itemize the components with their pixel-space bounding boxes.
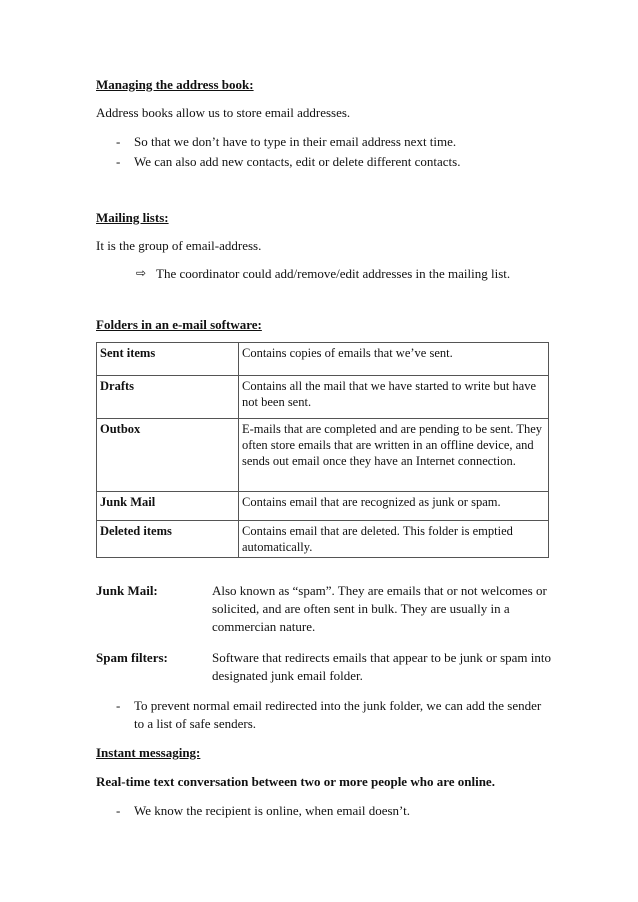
table-row [97, 376, 549, 419]
dash-bullet: - [116, 134, 121, 149]
instant-messaging-bullets [96, 802, 551, 820]
definition-spam-filters [96, 649, 551, 685]
bullet-text: So that we don’t have to type in their email address next time. [134, 134, 457, 149]
mailing-list-arrow-item [96, 265, 551, 283]
folder-description: Contains email that are deleted. This folder is emptied automatically. [239, 521, 549, 558]
arrow-icon: ⇨ [136, 266, 147, 280]
bullet-text: To prevent normal email redirected into the junk folder, we can add the sender to a list of safe senders. [134, 698, 542, 731]
bullet-text: We can also add new contacts, edit or delete different contacts. [134, 154, 461, 169]
table-row [97, 419, 549, 492]
instant-messaging-heading: Instant messaging: [96, 745, 201, 760]
table-row [97, 492, 549, 521]
list-item [96, 802, 551, 820]
dash-bullet: - [116, 154, 121, 169]
folder-description: Contains all the mail that we have started to write but have not been sent. [239, 376, 549, 419]
table-row [97, 521, 549, 558]
dash-bullet: - [116, 698, 121, 713]
folder-description: Contains email that are recognized as junk or spam. [239, 492, 549, 521]
mailing-lists-heading: Mailing lists: [96, 210, 169, 225]
folder-description: Contains copies of emails that we’ve sent. [239, 343, 549, 376]
definition-description: Also known as “spam”. They are emails that or not welcomes or solicited, and are often sent in bulk. They are usually in a commercian nature. [212, 583, 547, 634]
instant-messaging-definition: Real-time text conversation between two or more people who are online. [96, 774, 495, 789]
definition-description: Software that redirects emails that appear to be junk or spam into designated junk email folder. [212, 650, 551, 683]
document-page [96, 76, 551, 820]
folder-name: Junk Mail [97, 492, 239, 521]
mailing-lists-intro: It is the group of email-address. [96, 238, 262, 253]
definition-junk-mail [96, 582, 551, 636]
definition-term: Spam filters: [96, 650, 168, 665]
spam-bullets [96, 697, 551, 733]
address-book-heading: Managing the address book: [96, 77, 254, 92]
arrow-item-text: The coordinator could add/remove/edit addresses in the mailing list. [156, 266, 511, 281]
address-book-intro: Address books allow us to store email addresses. [96, 105, 351, 120]
list-item [96, 153, 551, 171]
dash-bullet: - [116, 803, 121, 818]
folder-name: Deleted items [97, 521, 239, 558]
list-item [96, 697, 551, 733]
definition-term: Junk Mail: [96, 583, 158, 598]
folders-table [96, 342, 549, 558]
table-row [97, 343, 549, 376]
bullet-text: We know the recipient is online, when email doesn’t. [134, 803, 410, 818]
folder-name: Outbox [97, 419, 239, 492]
list-item [96, 133, 551, 151]
folder-name: Drafts [97, 376, 239, 419]
folder-description: E-mails that are completed and are pending to be sent. They often store emails that are written in an offline device, and sends out email once they have an Internet connection. [239, 419, 549, 492]
address-book-bullets [96, 133, 551, 171]
folders-heading: Folders in an e-mail software: [96, 317, 262, 332]
folder-name: Sent items [97, 343, 239, 376]
